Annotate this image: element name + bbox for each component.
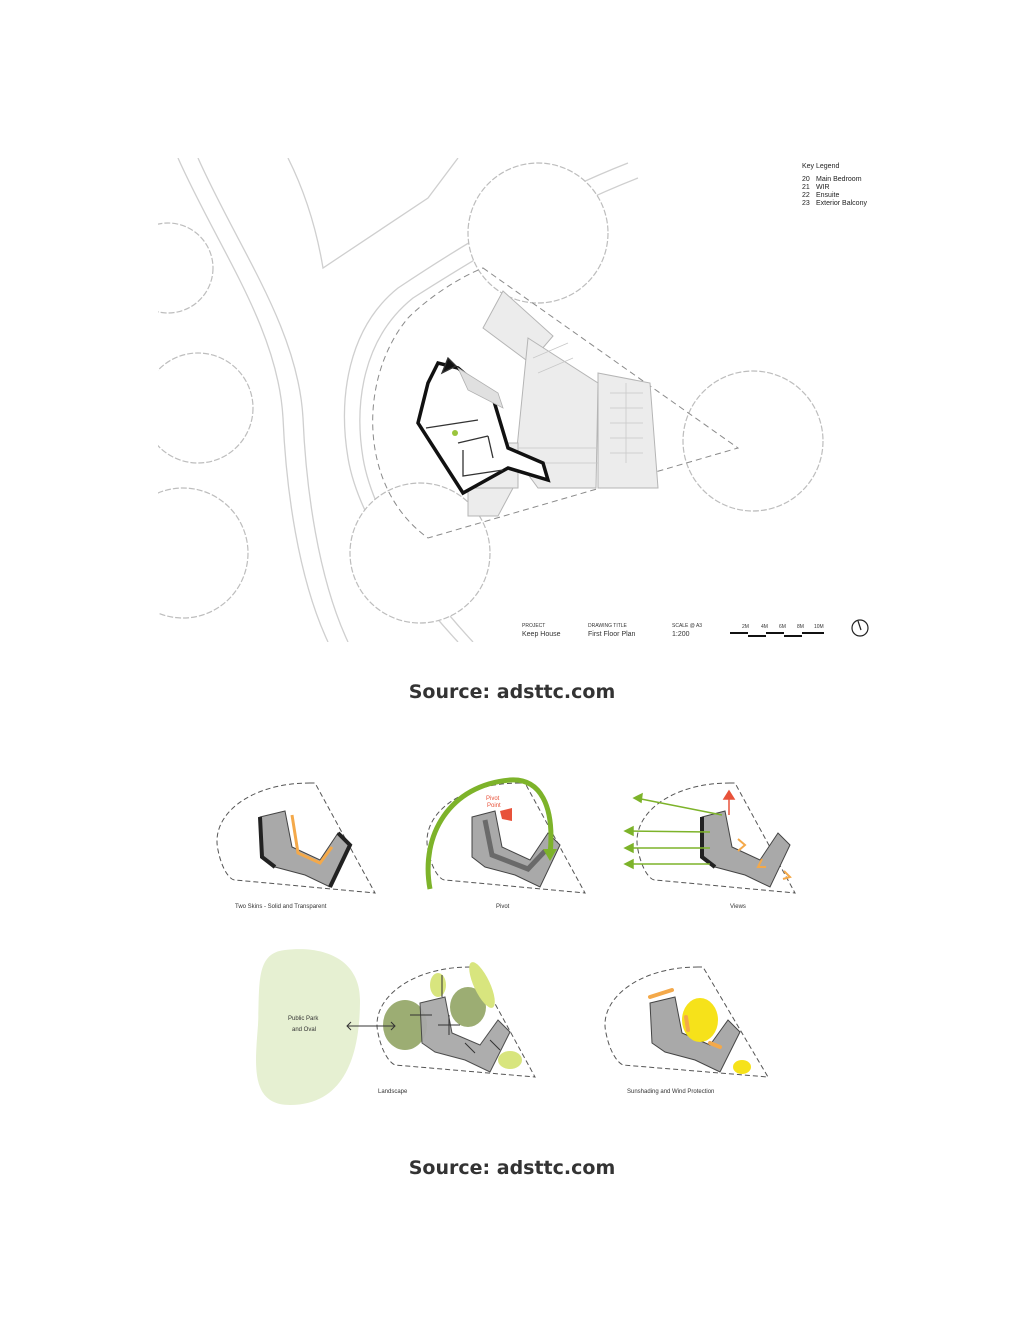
drawing-title-label: DRAWING TITLE [588, 623, 627, 629]
legend-title: Key Legend [802, 163, 840, 170]
legend-label-21: WIR [816, 184, 830, 191]
legend-label-22: Ensuite [816, 192, 840, 199]
label-two-skins: Two Skins - Solid and Transparent [235, 904, 327, 910]
floor-plan-figure [158, 158, 878, 642]
pivot-point-label-line2: Point [487, 803, 501, 809]
label-views: Views [730, 904, 746, 910]
label-pivot: Pivot [496, 904, 510, 910]
drawing-title-value: First Floor Plan [588, 631, 636, 638]
scale-label: SCALE @ A3 [672, 623, 703, 629]
project-value: Keep House [522, 631, 561, 638]
source-caption-2: Source: adsttc.com [408, 1157, 616, 1179]
legend-num-20: 20 [802, 176, 810, 183]
scale-tick-8m: 8M [797, 624, 804, 630]
scale-tick-6m: 6M [779, 624, 786, 630]
label-landscape: Landscape [378, 1089, 408, 1095]
pivot-point-label-line1: Pivot [486, 796, 500, 802]
legend-label-20: Main Bedroom [816, 176, 862, 183]
legend-label-23: Exterior Balcony [816, 200, 867, 207]
concept-diagrams-figure [210, 775, 835, 1110]
public-park-label-line2: and Oval [292, 1027, 317, 1033]
legend-num-23: 23 [802, 200, 810, 207]
scale-tick-2m: 2M [742, 624, 749, 630]
scale-tick-4m: 4M [761, 624, 768, 630]
scale-tick-10m: 10M [814, 624, 824, 630]
public-park-label-line1: Public Park [288, 1016, 319, 1022]
legend-num-21: 21 [802, 184, 810, 191]
project-label: PROJECT [522, 623, 546, 629]
label-sunshading: Sunshading and Wind Protection [627, 1089, 715, 1095]
legend-num-22: 22 [802, 192, 810, 199]
source-caption-1: Source: adsttc.com [408, 681, 616, 703]
scale-value: 1:200 [672, 631, 690, 638]
